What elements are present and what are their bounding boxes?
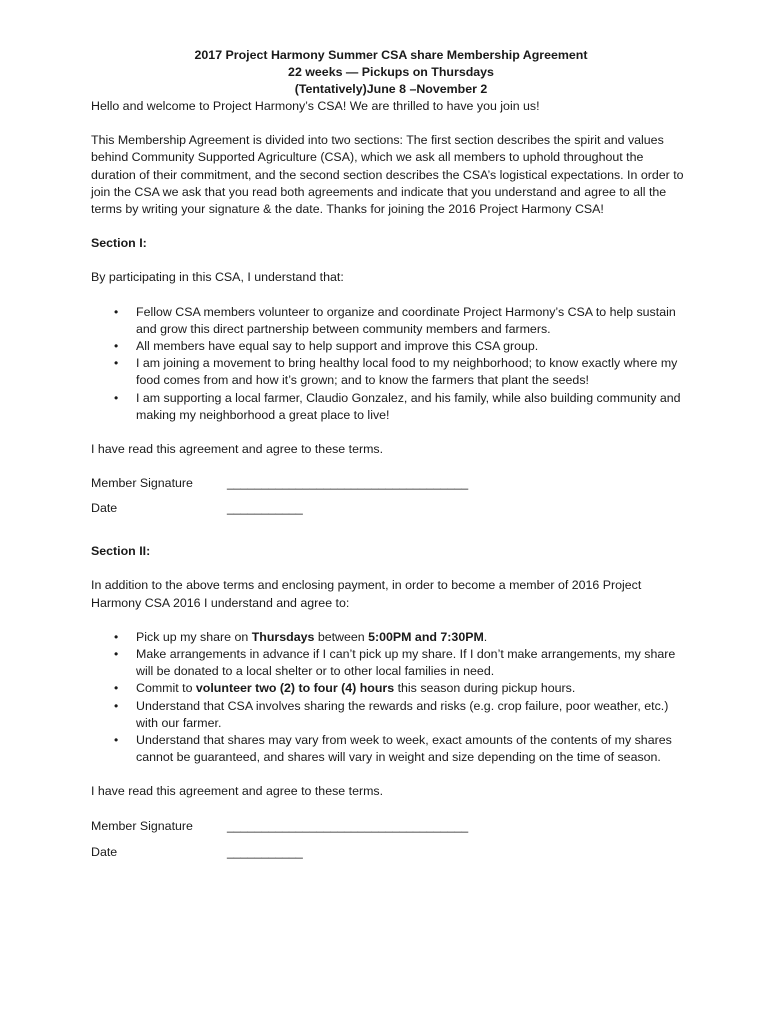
signature-field[interactable]: ___________________________________ xyxy=(227,818,469,833)
intro-paragraph xyxy=(91,132,691,218)
list-item: • All members have equal say to help support and improve this CSA group. xyxy=(91,338,691,355)
section-2-list xyxy=(91,629,691,767)
title-line-3: (Tentatively)June 8 –November 2 xyxy=(294,82,488,96)
date-row xyxy=(91,500,691,517)
list-item: • Understand that CSA involves sharing the rewards and risks (e.g. crop failure, poor weather, etc.) with our farmer. xyxy=(114,698,669,730)
list-item: • Understand that shares may vary from week to week, exact amounts of the contents of my shares cannot be guaranteed, and shares will vary in weight and size depending on the time of season. xyxy=(114,733,672,765)
title-line-2: 22 weeks — Pickups on Thursdays xyxy=(288,65,494,79)
bullet-icon: • xyxy=(114,356,119,371)
signature-row xyxy=(91,818,691,835)
intro-thanks: Thanks for joining the 2016 Project Harmony CSA! xyxy=(326,202,604,217)
bullet-icon: • xyxy=(114,733,119,748)
list-item: • Commit to volunteer two (2) to four (4) hours this season during pickup hours. xyxy=(91,680,691,697)
bullet-icon: • xyxy=(114,339,119,354)
section-2-lead: In addition to the above terms and enclosing payment, in order to become a member of 2016 Project Harmony CSA 2016 I understand and agree to: xyxy=(91,578,642,610)
bullet-icon: • xyxy=(114,681,119,696)
list-item: • I am joining a movement to bring healthy local food to my neighborhood; to know exactly where my food comes from and how it’s grown; and to know the farmers that plant the seeds! xyxy=(114,356,678,388)
bullet-icon: • xyxy=(114,629,119,644)
list-item: • Fellow CSA members volunteer to organize and coordinate Project Harmony’s CSA to help sustain and grow this direct partnership between community members and farmers. xyxy=(114,304,676,336)
section-1-agree: I have read this agreement and agree to these terms. xyxy=(91,442,384,457)
signature-label: Member Signature xyxy=(91,818,193,833)
list-item: • I am supporting a local farmer, Claudio Gonzalez, and his family, while also building community and making my neighborhood a great place to live! xyxy=(114,390,681,422)
bullet-icon: • xyxy=(114,698,119,713)
section-2-heading: Section II: xyxy=(91,544,151,559)
date-row xyxy=(91,844,691,861)
list-item: • Pick up my share on Thursdays between 5:00PM and 7:30PM. xyxy=(91,629,691,646)
bullet-icon: • xyxy=(114,647,119,662)
signature-label: Member Signature xyxy=(91,476,193,491)
document-title xyxy=(91,47,691,98)
bullet-icon: • xyxy=(114,390,119,405)
signature-field[interactable]: ___________________________________ xyxy=(227,476,469,491)
date-field[interactable]: ___________ xyxy=(227,844,303,859)
date-label: Date xyxy=(91,501,118,516)
section-1-heading: Section I: xyxy=(91,236,147,251)
title-line-1: 2017 Project Harmony Summer CSA share Membership Agreement xyxy=(194,48,588,62)
agreement-page xyxy=(91,47,691,861)
date-label: Date xyxy=(91,844,118,859)
section-2-agree: I have read this agreement and agree to these terms. xyxy=(91,784,384,799)
intro-text: This Membership Agreement is divided into two sections: The first section describes the spirit and values behind Community Supported Agriculture (CSA), which we ask all members to uphold throughout the duration of their commitment, and the second section describes the CSA’s logistical expectations. In order to join the CSA we ask that you read both agreements and indicate that you understand and agree to all the terms by writing your signature & the date. xyxy=(91,133,684,217)
signature-row xyxy=(91,475,691,492)
section-1-lead: By participating in this CSA, I understand that: xyxy=(91,270,344,285)
greeting: Hello and welcome to Project Harmony’s CSA! We are thrilled to have you join us! xyxy=(91,99,540,113)
list-item: • Make arrangements in advance if I can’t pick up my share. If I don’t make arrangements, my share will be donated to a local shelter or to other local families in need. xyxy=(114,647,676,679)
section-1-list xyxy=(91,304,691,424)
bullet-icon: • xyxy=(114,304,119,319)
date-field[interactable]: ___________ xyxy=(227,501,303,516)
